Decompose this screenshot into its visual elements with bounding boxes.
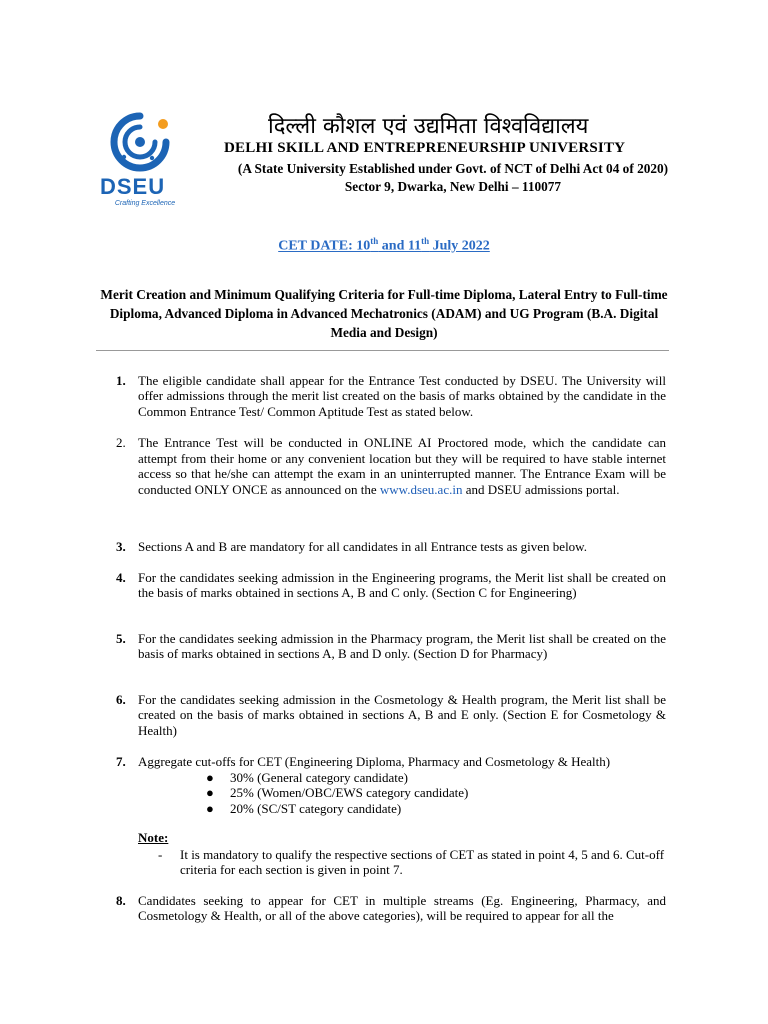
item-number: 3. [116,539,126,554]
cutoff-bullet-3 [206,801,401,816]
item-text: For the candidates seeking admission in the Engineering programs, the Merit list shall be created on the basis of marks obtained in sections A, B and C only. (Section C for Engineering) [138,570,666,601]
item-number: 5. [116,631,126,646]
cet-date-prefix: CET DATE: 10 [278,238,371,254]
item-text: For the candidates seeking admission in the Pharmacy program, the Merit list shall be created on the basis of marks obtained in sections A, B and D only. (Section D for Pharmacy) [138,631,666,662]
dseu-logo-mark-icon [100,110,190,174]
dseu-website-link[interactable]: www.dseu.ac.in [379,481,463,497]
item-text-part-a: The Entrance Test will be conducted in ONLINE AI Proctored mode, which the candidate can attempt from their home or any convenient location but they will be required to have stable internet access so that he/she can attempt the exam in an uninterrupted manner. The Entrance Exam will be conducted ONLY ONCE as announced on the [138,435,666,497]
item-text: Sections A and B are mandatory for all candidates in all Entrance tests as given below. [138,539,587,554]
item-number: 7. [116,754,126,769]
item-number: 8. [116,893,126,908]
address-line: Sector 9, Dwarka, New Delhi – 110077 [344,179,562,194]
note-dash: - [158,847,163,862]
item-text: Aggregate cut-offs for CET (Engineering Diploma, Pharmacy and Cosmetology & Health) [138,754,611,769]
note-text: It is mandatory to qualify the respective sections of CET as stated in point 4, 5 and 6. Cut-off criteria for each section is given in point 7. [180,847,665,878]
item-number: 1. [116,373,126,388]
dseu-logo [100,110,190,215]
item-number: 4. [116,570,126,585]
cutoff-bullet-1 [206,770,408,785]
list-item-2 [116,435,666,497]
list-item-4 [116,570,666,601]
list-item-5 [116,631,666,662]
cet-date-middle: and 11 [378,238,422,254]
established-line: (A State University Established under Govt. of NCT of Delhi Act 04 of 2020) [237,161,669,176]
hindi-university-title: दिल्ली कौशल एवं उद्यमिता विश्वविद्यालय [268,114,589,139]
bullet-icon: ● [206,770,214,785]
list-item-3 [116,539,666,554]
note-label: Note: [138,830,169,845]
item-text-part-b: and DSEU admissions portal. [462,481,620,497]
item-text: For the candidates seeking admission in the Cosmetology & Health program, the Merit list shall be created on the basis of marks obtained in sections A, B and E only. (Section E for Cosmetology & Health) [138,692,666,738]
cet-date-suffix: July 2022 [429,238,490,254]
cutoff-text: 20% (SC/ST category candidate) [230,801,402,816]
cet-date-sup-2: th [421,236,430,246]
item-text: The eligible candidate shall appear for the Entrance Test conducted by DSEU. The University will offer admissions through the merit list created on the basis of marks obtained by the candidate in the Common Entrance Test/ Common Aptitude Test as stated below. [138,373,666,419]
bullet-icon: ● [206,801,214,816]
item-number: 6. [116,692,126,707]
bullet-icon: ● [206,785,214,800]
list-item-7 [116,754,666,769]
list-item-6 [116,692,666,738]
merit-criteria-title: Merit Creation and Minimum Qualifying Criteria for Full-time Diploma, Lateral Entry to Full-time Diploma, Advanced Diploma in Advanced Mechatronics (ADAM) and UG Program (B.A. Digital Media and Design) [100,287,668,340]
cet-date-sup-1: th [370,236,379,246]
cutoff-bullet-2 [206,785,468,800]
university-subtitle [218,160,688,196]
list-item-1 [116,373,666,419]
cet-date-heading [150,236,618,255]
section-divider [96,350,669,351]
logo-wordmark: DSEU [100,174,166,199]
logo-tagline: Crafting Excellence [114,200,176,207]
item-text: Candidates seeking to appear for CET in multiple streams (Eg. Engineering, Pharmacy, and Cosmetology & Health, or all of the above categories), will be required to appear for all the [138,893,666,924]
cutoff-text: 30% (General category candidate) [230,770,408,785]
university-name: DELHI SKILL AND ENTREPRENEURSHIP UNIVERSITY [224,140,626,156]
item-number: 2. [116,435,126,450]
cutoff-text: 25% (Women/OBC/EWS category candidate) [230,785,469,800]
list-item-8 [116,893,666,924]
